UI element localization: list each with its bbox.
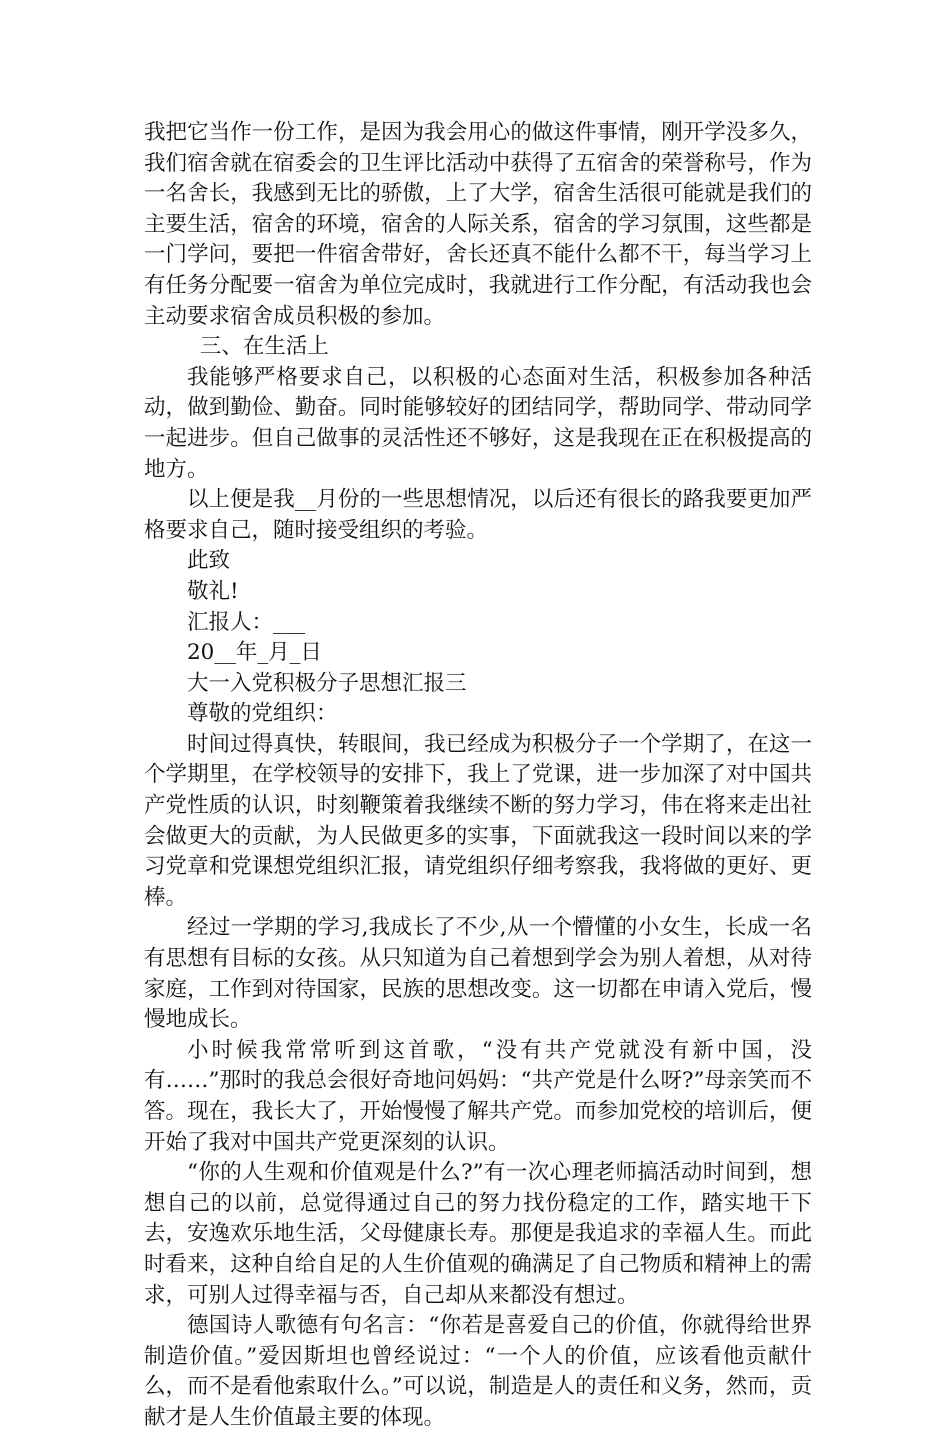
paragraph-childhood-song: 小时候我常常听到这首歌，“没有共产党就没有新中国，没有……”那时的我总会很好奇地问妈妈：“共产党是什么呀?”母亲笑而不答。现在，我长大了，开始慢慢了解共产党。而参加党校的培训后，便开始了我对中国共产党更深刻的认识。 <box>144 1037 813 1155</box>
paragraph-monthly-summary: 以上便是我__月份的一些思想情况，以后还有很长的路我要更加严格要求自己，随时接受组织的考验。 <box>144 487 812 543</box>
closing-salutation: 此致 <box>187 548 231 574</box>
reporter-line: 汇报人：___ <box>187 609 306 635</box>
paragraph-goethe-quote: 德国诗人歌德有句名言：“你若是喜爱自己的价值，你就得给世界制造价值。”爱因斯坦也曾经说过：“一个人的价值，应该看他贡献什么，而不是看他索取什么。”可以说，制造是人的责任和义务，然而，贡献才是人生价值最主要的体现。 <box>144 1313 812 1430</box>
closing-respect: 敬礼! <box>187 578 239 604</box>
section-title-report-three: 大一入党积极分子思想汇报三 <box>187 670 467 696</box>
paragraph-life-discipline: 我能够严格要求自己，以积极的心态面对生活，积极参加各种活动，做到勤俭、勤奋。同时能够较好的团结同学，帮助同学、带动同学一起进步。但自己做事的灵活性还不够好，这是我现在正在积极提高的地方。 <box>144 364 812 482</box>
greeting-party-organization: 尊敬的党组织： <box>187 701 338 727</box>
date-line: 20__年_月_日 <box>187 640 322 666</box>
paragraph-growth: 经过一学期的学习,我成长了不少,从一个懵懂的小女生，长成一名有思想有目标的女孩。从只知道为自己着想到学会为别人着想，从对待家庭，工作到对待国家，民族的思想改变。这一切都在申请入党后，慢慢地成长。 <box>144 915 812 1033</box>
heading-life: 三、在生活上 <box>199 334 329 360</box>
paragraph-time-flies: 时间过得真快，转眼间，我已经成为积极分子一个学期了，在这一个学期里，在学校领导的安排下，我上了党课，进一步加深了对中国共产党性质的认识，时刻鞭策着我继续不断的努力学习，伟在将来走出社会做更大的贡献，为人民做更多的实事，下面就我这一段时间以来的学习党章和党课想党组织汇报，请党组织仔细考察我，我将做的更好、更棒。 <box>144 731 812 910</box>
paragraph-values: “你的人生观和价值观是什么?”有一次心理老师搞活动时间到，想想自己的以前，总觉得通过自己的努力找份稳定的工作，踏实地干下去，安逸欢乐地生活，父母健康长寿。那便是我追求的幸福人生。而此时看来，这种自给自足的人生价值观的确满足了自己物质和精神上的需求，可别人过得幸福与否，自己却从来都没有想过。 <box>144 1160 812 1308</box>
paragraph-dorm-work: 我把它当作一份工作，是因为我会用心的做这件事情，刚开学没多久，我们宿舍就在宿委会的卫生评比活动中获得了五宿舍的荣誉称号，作为一名舍长，我感到无比的骄傲，上了大学，宿舍生活很可能就是我们的主要生活，宿舍的环境，宿舍的人际关系，宿舍的学习氛围，这些都是一门学问，要把一件宿舍带好，舍长还真不能什么都不干，每当学习上有任务分配要一宿舍为单位完成时，我就进行工作分配，有活动我也会主动要求宿舍成员积极的参加。 <box>144 120 812 329</box>
document-body <box>144 118 812 1434</box>
